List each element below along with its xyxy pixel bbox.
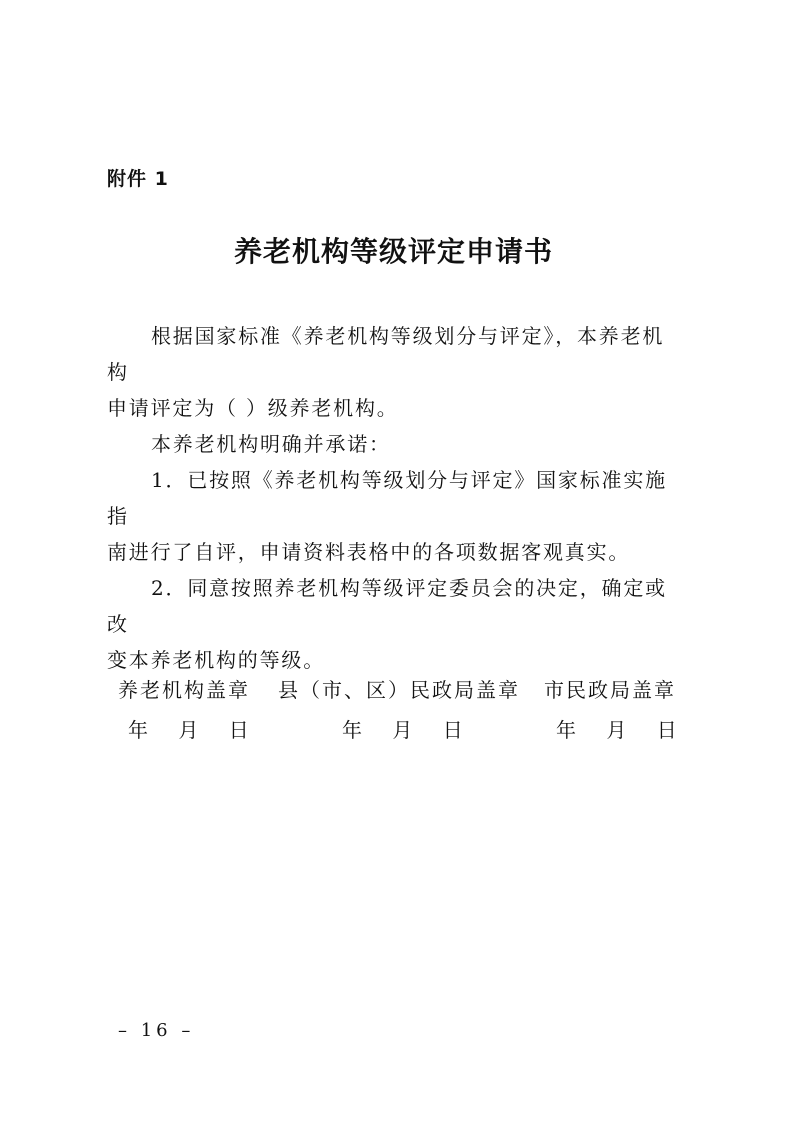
date-year: 年 — [342, 718, 362, 742]
date-day: 日 — [228, 718, 249, 742]
document-title: 养老机构等级评定申请书 — [233, 235, 553, 268]
body-text — [107, 318, 682, 678]
date-month: 月 — [178, 718, 199, 742]
paragraph-1-line-2: 申请评定为（ ）级养老机构。 — [107, 396, 399, 420]
signature-seal-institution: 养老机构盖章 — [118, 678, 250, 702]
paragraph-4-line-1: 2．同意按照养老机构等级评定委员会的决定，确定或改 — [107, 576, 667, 636]
paragraph-3-line-2: 南进行了自评，申请资料表格中的各项数据客观真实。 — [107, 540, 631, 564]
signature-seal-county-bureau: 县（市、区）民政局盖章 — [278, 678, 520, 702]
page-number: – 16 – — [118, 1020, 195, 1041]
paragraph-4-line-2: 变本养老机构的等级。 — [107, 648, 325, 672]
date-day: 日 — [442, 718, 463, 742]
date-year: 年 — [556, 718, 576, 742]
date-month: 月 — [392, 718, 413, 742]
attachment-label: 附件 1 — [107, 168, 169, 190]
signature-date-city-bureau — [556, 714, 677, 743]
paragraph-2: 本养老机构明确并承诺： — [151, 432, 391, 456]
signature-seal-city-bureau: 市民政局盖章 — [544, 678, 676, 702]
date-month: 月 — [606, 718, 627, 742]
paragraph-1-line-1: 根据国家标准《养老机构等级划分与评定》，本养老机构 — [107, 324, 665, 384]
date-day: 日 — [656, 718, 677, 742]
signature-date-county-bureau — [342, 714, 463, 743]
date-year: 年 — [128, 718, 148, 742]
paragraph-3-line-1: 1．已按照《养老机构等级划分与评定》国家标准实施指 — [107, 468, 667, 528]
signature-date-institution — [128, 714, 249, 743]
